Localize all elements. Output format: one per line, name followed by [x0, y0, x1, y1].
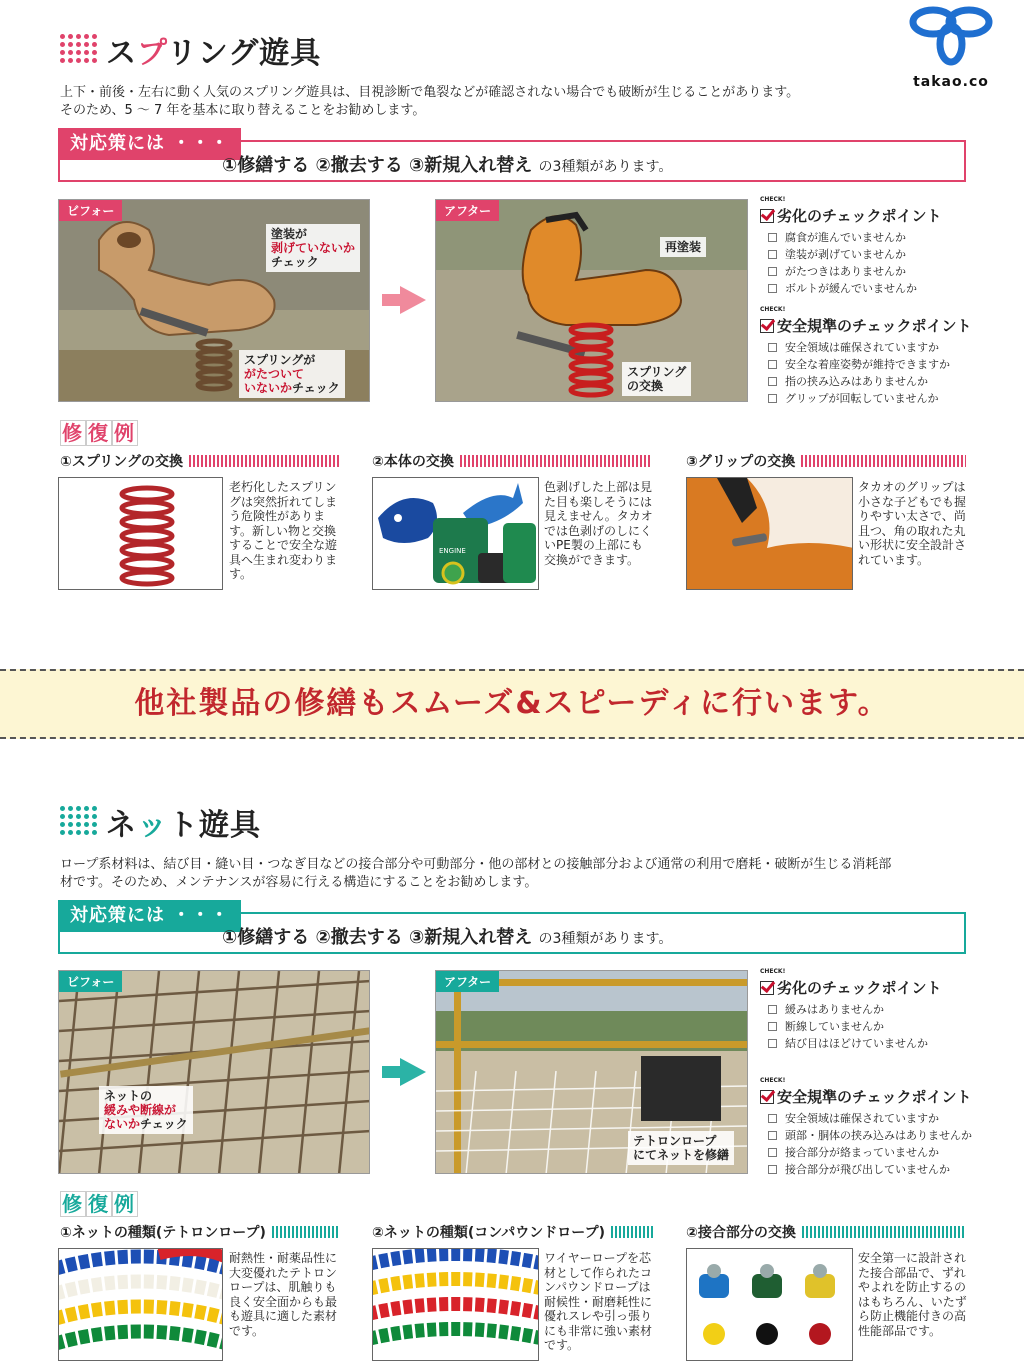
rocking-horse-after-image — [436, 200, 748, 402]
checkbox-icon — [768, 343, 777, 352]
checkbox-icon — [768, 377, 777, 386]
spring-example-1-text: 老朽化したスプリングは突然折れてしまう危険性があります。新しい物と交換することで安全な遊具へ生まれ変わります。 — [229, 480, 338, 581]
grip-image — [687, 478, 853, 590]
spring-example-3-text: タカオのグリップは小さな子どもでも握りやすい太さで、尚且つ、角の取れた丸い形状に安全設計されています。 — [858, 480, 967, 567]
spring-example-1-image — [58, 477, 223, 590]
checkbox-icon — [768, 284, 777, 293]
spring-example-2-title: ②本体の交換 — [372, 451, 652, 471]
net-measures-options: ①修繕する ②撤去する ③新規入れ替え の3種類があります。 — [222, 927, 673, 948]
checkbox-icon — [768, 250, 777, 259]
red-spring-image — [59, 478, 223, 590]
section-dot-icon — [60, 34, 97, 63]
logo-text: takao.co — [913, 74, 989, 90]
spring-example-2-image — [372, 477, 539, 590]
spring-measures-tag: 対応策には ・・・ — [58, 128, 241, 160]
check-item: がたつきはありませんか — [768, 263, 980, 280]
spring-measures-options: ①修繕する ②撤去する ③新規入れ替え の3種類があります。 — [222, 155, 673, 176]
arrow-shaft — [382, 294, 402, 306]
check-item: 安全領域は確保されていますか — [768, 339, 1000, 356]
check-item: 接合部分が飛び出していませんか — [768, 1161, 1000, 1178]
paint-check-callout: 塗装が 剥げていないか チェック — [266, 224, 360, 272]
spring-example-1-title: ①スプリングの交換 — [60, 451, 340, 471]
net-before-photo — [58, 970, 370, 1174]
checkbox-icon — [768, 1114, 777, 1123]
right-arrow-icon — [400, 286, 426, 314]
net-example-2-title: ②ネットの種類(コンパウンドロープ) — [372, 1222, 654, 1242]
net-example-2-text: ワイヤーロープを芯材として作られたコンパウンドロープは耐候性・耐磨耗性に優れスレや引っ張りにも非常に強い素材です。 — [544, 1251, 653, 1352]
spring-before-photo — [58, 199, 370, 402]
checkbox-icon — [768, 1005, 777, 1014]
net-safety-checklist: CHECK! 安全規準のチェックポイント 安全領域は確保されていますか 頭部・胴体の挟み込みはありませんか 接合部分が絡まっていませんか 接合部分が飛び出していませんか — [760, 1086, 1000, 1178]
check-item: 安全領域は確保されていますか — [768, 1110, 1000, 1127]
checkbox-icon — [768, 1022, 777, 1031]
net-example-3-text: 安全第一に設計された接合部品で、ずれやよれを防止するのはもちろん、いたずら防止機能付きの高性能部品です。 — [858, 1251, 967, 1338]
spring-repair-heading: 修 復 例 — [62, 421, 136, 445]
spring-section-title: スプリング遊具 — [106, 36, 322, 71]
net-before-image — [59, 971, 370, 1174]
net-check-callout: ネットの 緩みや断線が ないかチェック — [99, 1086, 193, 1134]
checkbox-icon — [768, 267, 777, 276]
net-repair-heading: 修 復 例 — [62, 1192, 136, 1216]
net-intro: ロープ系材料は、結び目・縫い目・つなぎ目などの接合部分や可動部分・他の部材との接触部分および通常の利用で磨耗・破断が生じる消耗部 材です。そのため、メンテナンスが容易に行える構造にすることをお勧めします。 — [60, 857, 892, 890]
check-item: 指の挟み込みはありませんか — [768, 373, 1000, 390]
section-dot-icon — [60, 806, 97, 835]
spring-degradation-checklist: CHECK! 劣化のチェックポイント 腐食が進んでいませんか 塗装が剥げていませんか がたつきはありませんか ボルトが緩んでいませんか — [760, 205, 980, 297]
pe-parts-image — [373, 478, 539, 590]
check-item: 接合部分が絡まっていませんか — [768, 1144, 1000, 1161]
other-brand-repair-banner: 他社製品の修繕もスムーズ&スピーディに行います。 — [0, 669, 1024, 739]
checkbox-icon — [768, 360, 777, 369]
spring-example-2-text: 色剥げした上部は見た目も楽しそうには見えません。タカオでは色剥げのしにくいPE製の上部にも交換ができます。 — [544, 480, 653, 567]
before-tag: ビフォー — [59, 200, 122, 221]
spring-replace-callout: スプリング の交換 — [622, 362, 691, 396]
checkbox-icon — [768, 1165, 777, 1174]
right-arrow-icon — [400, 1058, 426, 1086]
net-measures-tag: 対応策には ・・・ — [58, 900, 241, 932]
spring-example-3-title: ③グリップの交換 — [686, 451, 966, 471]
after-tag: アフター — [436, 971, 499, 992]
compound-rope-image — [373, 1249, 539, 1361]
tetron-repair-callout: テトロンロープ にてネットを修繕 — [628, 1131, 734, 1165]
checkbox-icon — [760, 209, 774, 223]
net-degradation-checklist: CHECK! 劣化のチェックポイント 緩みはありませんか 断線していませんか 結び目はほどけていませんか — [760, 977, 980, 1052]
net-example-3-image — [686, 1248, 853, 1361]
net-after-photo — [435, 970, 748, 1174]
check-item: ボルトが緩んでいませんか — [768, 280, 980, 297]
spring-after-photo — [435, 199, 748, 402]
tetron-rope-image — [59, 1249, 223, 1361]
checkbox-icon — [768, 1131, 777, 1140]
net-example-1-text: 耐熱性・耐薬品性に大変優れたテトロンロープは、肌触りも良く安全面からも最も遊具に適した素材です。 — [229, 1251, 338, 1338]
after-tag: アフター — [436, 200, 499, 221]
check-item: 断線していませんか — [768, 1018, 980, 1035]
check-item: グリップが回転していませんか — [768, 390, 1000, 407]
before-tag: ビフォー — [59, 971, 122, 992]
check-item: 腐食が進んでいませんか — [768, 229, 980, 246]
check-item: 塗装が剥げていませんか — [768, 246, 980, 263]
check-item: 頭部・胴体の挟み込みはありませんか — [768, 1127, 1000, 1144]
check-item: 緩みはありませんか — [768, 1001, 980, 1018]
repaint-callout: 再塗装 — [660, 237, 706, 257]
spring-safety-checklist: CHECK! 安全規準のチェックポイント 安全領域は確保されていますか 安全な着座姿勢が維持できますか 指の挟み込みはありませんか グリップが回転していませんか — [760, 315, 1000, 407]
check-item: 安全な着座姿勢が維持できますか — [768, 356, 1000, 373]
spring-check-callout: スプリングが がたついて いないかチェック — [239, 350, 345, 398]
trefoil-logo-icon — [906, 4, 996, 66]
check-item: 結び目はほどけていませんか — [768, 1035, 980, 1052]
net-example-3-title: ②接合部分の交換 — [686, 1222, 966, 1242]
arrow-shaft — [382, 1066, 402, 1078]
net-section-title: ネット遊具 — [106, 808, 261, 843]
net-example-2-image — [372, 1248, 539, 1361]
spring-example-3-image — [686, 477, 853, 590]
checkbox-icon — [760, 1090, 774, 1104]
checkbox-icon — [768, 394, 777, 403]
spring-intro: 上下・前後・左右に動く人気のスプリング遊具は、目視診断で亀裂などが確認されない場合でも破断が生じることがあります。 そのため、5 ～ 7 年を基本に取り替えることをお勧めします。 — [60, 85, 800, 118]
checkbox-icon — [768, 233, 777, 242]
joint-parts-image — [687, 1249, 853, 1361]
checkbox-icon — [768, 1039, 777, 1048]
engine-text: ENGINE — [439, 547, 466, 555]
checkbox-icon — [768, 1148, 777, 1157]
checkbox-icon — [760, 981, 774, 995]
net-example-1-image — [58, 1248, 223, 1361]
takao-logo — [906, 4, 996, 88]
net-example-1-title: ①ネットの種類(テトロンロープ) — [60, 1222, 340, 1242]
checkbox-icon — [760, 319, 774, 333]
